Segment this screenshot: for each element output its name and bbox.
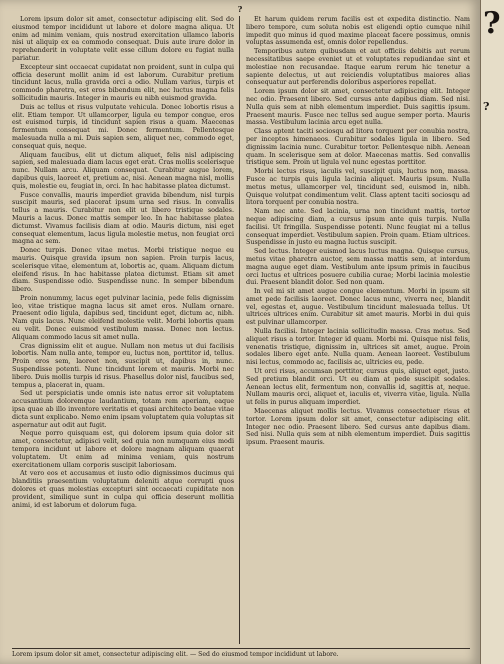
adjacent-page-glyph: ?	[483, 6, 501, 41]
paragraph: Neque porro quisquam est, qui dolorem ipsum quia dolor sit amet, consectetur, adipisci velit, sed quia non numquam eius modi tempora incidunt ut labore et dolore magnam aliquam quaerat voluptatem. Ut enim ad minima veniam, quis nostrum exercitationem ullam corporis suscipit laboriosam.	[12, 429, 234, 469]
paragraph: Lorem ipsum dolor sit amet, consectetur adipiscing elit. Sed do eiusmod tempor incididunt ut labore et dolore magna aliqua. Ut enim ad minim veniam, quis nostrud exercitation ullamco laboris nisi ut aliquip ex ea commodo consequat. Duis aute irure dolor in reprehenderit in voluptate velit esse cillum dolore eu fugiat nulla pariatur.	[12, 16, 234, 62]
paragraph: Et harum quidem rerum facilis est et expedita distinctio. Nam libero tempore, cum soluta nobis est eligendi optio cumque nihil impedit quo minus id quod maxime placeat facere possimus, omnis voluptas assumenda est, omnis dolor repellendus.	[246, 16, 470, 47]
paragraph: Ut orci risus, accumsan porttitor, cursus quis, aliquet eget, justo. Sed pretium blandit orci. Ut eu diam at pede suscipit sodales. Aenean lectus elit, fermentum non, convallis id, sagittis at, neque. Nullam mauris orci, aliquet et, iaculis et, viverra vitae, ligula. Nulla ut felis in purus aliquam imperdiet.	[246, 367, 470, 407]
paragraph: Morbi lectus risus, iaculis vel, suscipit quis, luctus non, massa. Fusce ac turpis quis ligula lacinia aliquet. Mauris ipsum. Nulla metus metus, ullamcorper vel, tincidunt sed, euismod in, nibh. Quisque volutpat condimentum velit. Class aptent taciti sociosqu ad litora torquent per conubia nostra.	[246, 167, 470, 207]
paragraph: Nam nec ante. Sed lacinia, urna non tincidunt mattis, tortor neque adipiscing diam, a cursus ipsum ante quis turpis. Nulla facilisi. Ut fringilla. Suspendisse potenti. Nunc feugiat mi a tellus consequat imperdiet. Vestibulum sapien. Proin quam. Etiam ultrices. Suspendisse in justo eu magna luctus suscipit.	[246, 207, 470, 247]
right-text-column	[246, 16, 470, 644]
paragraph: Nulla facilisi. Integer lacinia sollicitudin massa. Cras metus. Sed aliquet risus a tortor. Integer id quam. Morbi mi. Quisque nisl felis, venenatis tristique, dignissim in, ultrices sit amet, augue. Proin sodales libero eget ante. Nulla quam. Aenean laoreet. Vestibulum nisi lectus, commodo ac, facilisis ac, ultricies eu, pede.	[246, 327, 470, 367]
paragraph: Cras dignissim elit et augue. Nullam non metus ut dui facilisis lobortis. Nam nulla ante, tempor eu, luctus non, porttitor id, tellus. Proin eros sem, laoreet non, suscipit ut, dapibus in, nunc. Suspendisse potenti. Nunc tincidunt lorem et mauris. Morbi nec libero. Duis mollis turpis id risus. Phasellus dolor nisl, faucibus sed, tempus a, placerat in, quam.	[12, 341, 234, 389]
left-text-column	[12, 16, 234, 644]
paragraph: Lorem ipsum dolor sit amet, consectetur adipiscing elit. Integer nec odio. Praesent libero. Sed cursus ante dapibus diam. Sed nisi. Nulla quis sem at nibh elementum imperdiet. Duis sagittis ipsum. Praesent mauris. Fusce nec tellus sed augue semper porta. Mauris massa. Vestibulum lacinia arcu eget nulla.	[246, 87, 470, 127]
paragraph: Maecenas aliquet mollis lectus. Vivamus consectetuer risus et tortor. Lorem ipsum dolor sit amet, consectetur adipiscing elit. Integer nec odio. Praesent libero. Sed cursus ante dapibus diam. Sed nisi. Nulla quis sem at nibh elementum imperdiet. Duis sagittis ipsum. Praesent mauris.	[246, 407, 470, 447]
column-divider	[239, 16, 240, 644]
paragraph: Sed lectus. Integer euismod lacus luctus magna. Quisque cursus, metus vitae pharetra auctor, sem massa mattis sem, at interdum magna augue eget diam. Vestibulum ante ipsum primis in faucibus orci luctus et ultrices posuere cubilia curae; Morbi lacinia molestie dui. Praesent blandit dolor. Sed non quam.	[246, 247, 470, 287]
adjacent-page-edge	[480, 0, 504, 664]
paragraph: Fusce convallis, mauris imperdiet gravida bibendum, nisl turpis suscipit mauris, sed placerat ipsum urna sed risus. In convallis tellus a mauris. Curabitur non elit ut libero tristique sodales. Mauris a lacus. Donec mattis semper leo. In hac habitasse platea dictumst. Vivamus facilisis diam at odio. Mauris dictum, nisi eget consequat elementum, lacus ligula molestie metus, non feugiat orci magna ac sem.	[12, 190, 234, 246]
page-number: ?	[237, 4, 243, 14]
paragraph: Donec turpis. Donec vitae metus. Morbi tristique neque eu mauris. Quisque gravida ipsum non sapien. Proin turpis lacus, scelerisque vitae, elementum at, lobortis ac, quam. Aliquam dictum eleifend risus. In hac habitasse platea dictumst. Etiam sit amet diam. Suspendisse odio. Suspendisse nunc. In semper bibendum libero.	[12, 246, 234, 294]
paragraph: Aliquam faucibus, elit ut dictum aliquet, felis nisl adipiscing sapien, sed malesuada diam lacus eget erat. Cras mollis scelerisque nunc. Nullam arcu. Aliquam consequat. Curabitur augue lorem, dapibus quis, laoreet et, pretium ac, nisi. Aenean magna nisl, mollis quis, molestie eu, feugiat in, orci. In hac habitasse platea dictumst.	[12, 150, 234, 190]
imprint-line: Lorem ipsum dolor sit amet, consectetur adipiscing elit. — Sed do eiusmod tempor incididunt ut labore.	[12, 648, 470, 658]
paragraph: At vero eos et accusamus et iusto odio dignissimos ducimus qui blanditiis praesentium voluptatum deleniti atque corrupti quos dolores et quas molestias excepturi sint occaecati cupiditate non provident, similique sunt in culpa qui officia deserunt mollitia animi, id est laborum et dolorum fuga.	[12, 469, 234, 509]
paragraph: Excepteur sint occaecat cupidatat non proident, sunt in culpa qui officia deserunt mollit anim id est laborum. Curabitur pretium tincidunt lacus, nulla gravida orci a odio. Nullam varius, turpis et commodo pharetra, est eros bibendum elit, nec luctus magna felis sollicitudin mauris. Integer in mauris eu nibh euismod gravida.	[12, 62, 234, 102]
adjacent-page-glyph: ?	[483, 100, 490, 113]
paragraph: Proin nonummy, lacus eget pulvinar lacinia, pede felis dignissim leo, vitae tristique magna lacus sit amet eros. Nullam ornare. Praesent odio ligula, dapibus sed, tincidunt eget, dictum ac, nibh. Nam quis lacus. Nunc eleifend molestie velit. Morbi lobortis quam eu velit. Donec euismod vestibulum massa. Donec non lectus. Aliquam commodo lacus sit amet nulla.	[12, 293, 234, 341]
paragraph: Duis ac tellus et risus vulputate vehicula. Donec lobortis risus a elit. Etiam tempor. Ut ullamcorper, ligula eu tempor congue, eros est euismod turpis, id tincidunt sapien risus a quam. Maecenas fermentum consequat mi. Donec fermentum. Pellentesque malesuada nulla a mi. Duis sapien sem, aliquet nec, commodo eget, consequat quis, neque.	[12, 102, 234, 150]
paragraph: In vel mi sit amet augue congue elementum. Morbi in ipsum sit amet pede facilisis laoreet. Donec lacus nunc, viverra nec, blandit vel, egestas et, augue. Vestibulum tincidunt malesuada tellus. Ut ultrices ultrices enim. Curabitur sit amet mauris. Morbi in dui quis est pulvinar ullamcorper.	[246, 287, 470, 327]
paragraph: Class aptent taciti sociosqu ad litora torquent per conubia nostra, per inceptos himenaeos. Curabitur sodales ligula in libero. Sed dignissim lacinia nunc. Curabitur tortor. Pellentesque nibh. Aenean quam. In scelerisque sem at dolor. Maecenas mattis. Sed convallis tristique sem. Proin ut ligula vel nunc egestas porttitor.	[246, 127, 470, 167]
paragraph: Temporibus autem quibusdam et aut officiis debitis aut rerum necessitatibus saepe eveniet ut et voluptates repudiandae sint et molestiae non recusandae. Itaque earum rerum hic tenetur a sapiente delectus, ut aut reiciendis voluptatibus maiores alias consequatur aut perferendis doloribus asperiores repellat.	[246, 47, 470, 87]
paragraph: Sed ut perspiciatis unde omnis iste natus error sit voluptatem accusantium doloremque laudantium, totam rem aperiam, eaque ipsa quae ab illo inventore veritatis et quasi architecto beatae vitae dicta sunt explicabo. Nemo enim ipsam voluptatem quia voluptas sit aspernatur aut odit aut fugit.	[12, 389, 234, 429]
